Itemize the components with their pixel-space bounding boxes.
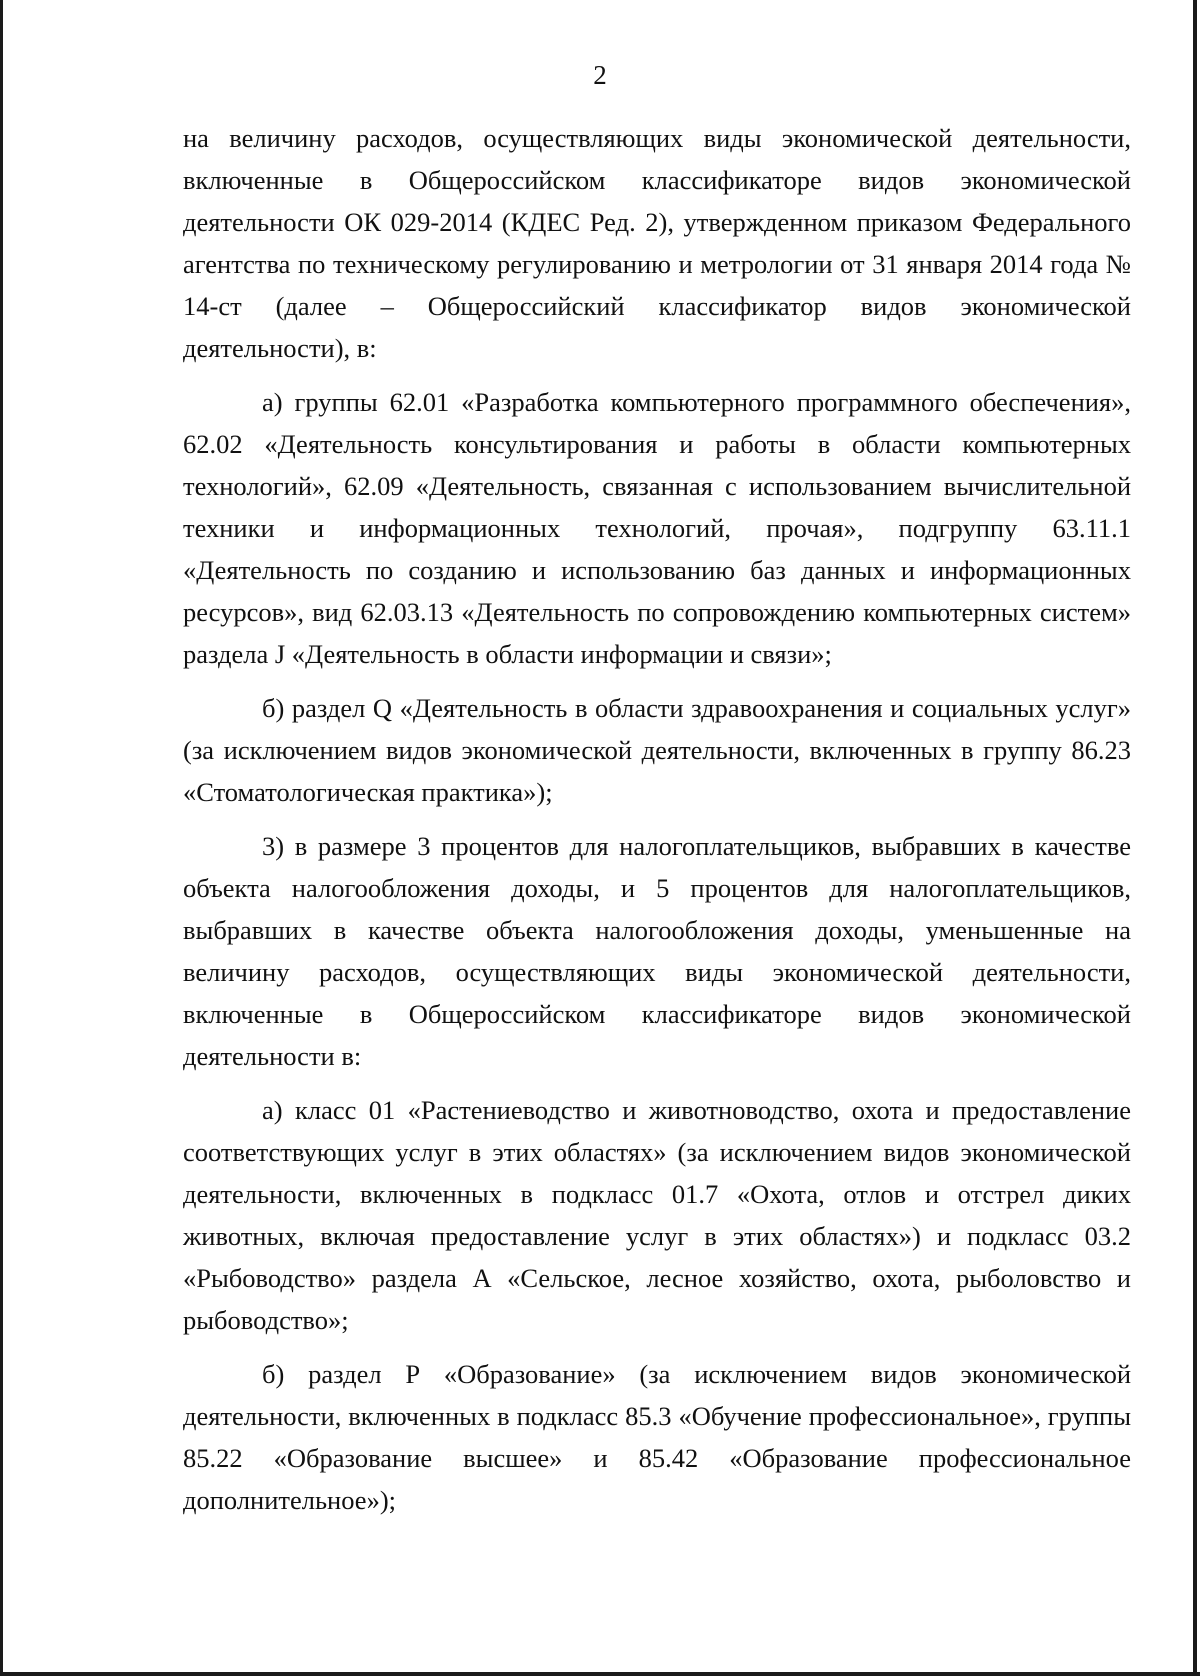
paragraph-item-b-education: б) раздел Р «Образование» (за исключением видов экономической деятельности, включенных в подкласс 85.3 «Обучение профессиональное», группы 85.22 «Образование высшее» и 85.42 «Образование профессиональное дополнительное»); [183, 1359, 1131, 1515]
scan-border-left [0, 0, 3, 1676]
document-body [183, 117, 1131, 1521]
page-number: 2 [593, 60, 607, 90]
paragraph-item-a-it-groups: а) группы 62.01 «Разработка компьютерного программного обеспечения», 62.02 «Деятельность консультирования и работы в области компьютерных технологий», 62.09 «Деятельность, связанная с использованием вычислительной техники и информационных технологий, прочая», подгруппу 63.11.1 «Деятельность по созданию и использованию баз данных и информационных ресурсов», вид 62.03.13 «Деятельность по сопровождению компьютерных систем» раздела J «Деятельность в области информации и связи»; [183, 387, 1131, 669]
scan-border-right [1193, 0, 1197, 1676]
paragraph-item-3-rates: 3) в размере 3 процентов для налогоплательщиков, выбравших в качестве объекта налогообложения доходы, и 5 процентов для налогоплательщиков, выбравших в качестве объекта налогообложения доходы, уменьшенные на величину расходов, осуществляющих виды экономической деятельности, включенные в Общероссийском классификаторе видов экономической деятельности в: [183, 831, 1131, 1071]
paragraph-item-b-healthcare: б) раздел Q «Деятельность в области здравоохранения и социальных услуг» (за исключением видов экономической деятельности, включенных в группу 86.23 «Стоматологическая практика»); [183, 693, 1131, 807]
paragraph-continuation: на величину расходов, осуществляющих виды экономической деятельности, включенные в Общероссийском классификаторе видов экономической деятельности ОК 029-2014 (КДЕС Ред. 2), утвержденном приказом Федерального агентства по техническому регулированию и метрологии от 31 января 2014 года № 14-ст (далее – Общероссийский классификатор видов экономической деятельности), в: [183, 123, 1131, 363]
paragraph-item-a-agriculture: а) класс 01 «Растениеводство и животноводство, охота и предоставление соответствующих услуг в этих областях» (за исключением видов экономической деятельности, включенных в подкласс 01.7 «Охота, отлов и отстрел диких животных, включая предоставление услуг в этих областях») и подкласс 03.2 «Рыбоводство» раздела А «Сельское, лесное хозяйство, охота, рыболовство и рыбоводство»; [183, 1095, 1131, 1335]
scan-border-bottom [0, 1672, 1200, 1676]
